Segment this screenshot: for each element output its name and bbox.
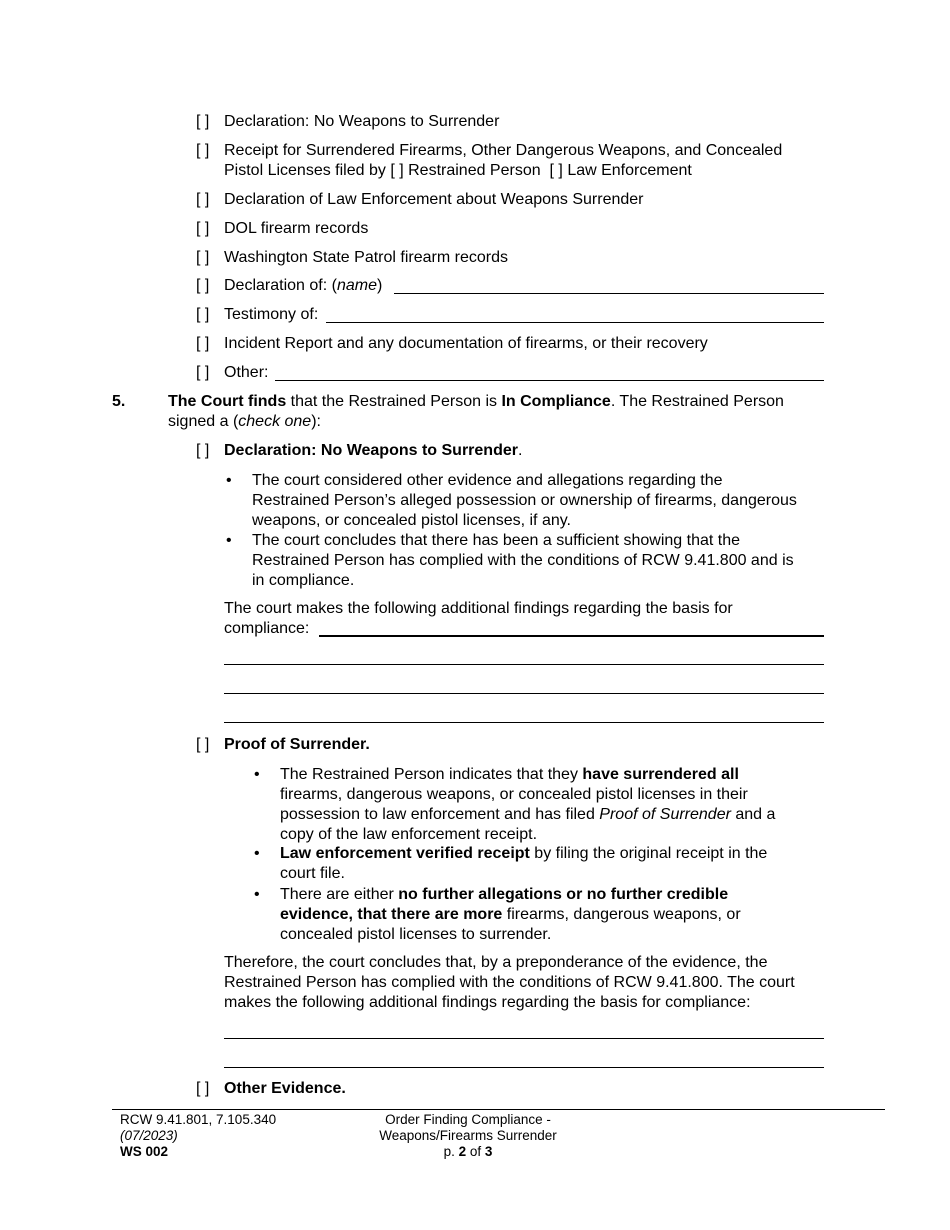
opt1-findings-line1: The court makes the following additional findings regarding the basis for bbox=[224, 600, 733, 617]
opt2-b1-line3 bbox=[280, 805, 775, 825]
item-receipt-line2 bbox=[224, 161, 692, 181]
opt1-b2-line3: in compliance. bbox=[252, 572, 355, 589]
footer-title-line2: Weapons/Firearms Surrender bbox=[379, 1128, 557, 1143]
findings-field-2[interactable] bbox=[224, 664, 824, 665]
declaration-of-name-hint: name bbox=[336, 277, 377, 294]
checkbox-opt-proof[interactable]: [ ] bbox=[196, 736, 210, 753]
item-le-declaration: Declaration of Law Enforcement about Weapons Surrender bbox=[224, 191, 644, 208]
opt1-period: . bbox=[517, 442, 523, 459]
checkbox-other[interactable]: [ ] bbox=[196, 364, 210, 381]
footer-center bbox=[348, 1112, 588, 1160]
footer-page-of: of bbox=[466, 1144, 485, 1159]
checkbox-wsp[interactable]: [ ] bbox=[196, 249, 210, 266]
findings-field-4[interactable] bbox=[224, 722, 824, 723]
opt2-b1-pre: The Restrained Person indicates that they bbox=[280, 766, 583, 783]
bullet: • bbox=[254, 845, 260, 862]
checkbox-no-weapons[interactable]: [ ] bbox=[196, 113, 210, 130]
opt1-b1-line2: Restrained Person’s alleged possession or ownership of firearms, dangerous bbox=[252, 492, 797, 509]
opt2-b3-rest: firearms, dangerous weapons, or bbox=[502, 906, 741, 923]
footer-page-number: 2 bbox=[458, 1144, 467, 1159]
signed-a: signed a ( bbox=[168, 413, 239, 430]
checkbox-declaration-of[interactable]: [ ] bbox=[196, 277, 210, 294]
declaration-of-close: ) bbox=[376, 277, 383, 294]
bullet: • bbox=[254, 886, 260, 903]
check-one: check one bbox=[238, 413, 312, 430]
declaration-of-label: Declaration of: ( bbox=[224, 277, 337, 294]
section-number: 5. bbox=[112, 393, 126, 410]
opt1-label: Declaration: No Weapons to Surrender bbox=[224, 442, 518, 459]
item-dol: DOL firearm records bbox=[224, 220, 369, 237]
opt2-b1-line2: firearms, dangerous weapons, or concealed pistol licenses in their bbox=[280, 786, 748, 803]
opt2-b2-line1 bbox=[280, 844, 767, 864]
item-testimony-of: Testimony of: bbox=[224, 306, 319, 323]
opt2-b2-line2: court file. bbox=[280, 865, 345, 882]
footer-title-line1: Order Finding Compliance - bbox=[385, 1112, 551, 1127]
opt2-bullet3 bbox=[280, 885, 741, 945]
proof-findings-field-1[interactable] bbox=[224, 1038, 824, 1039]
in-compliance: In Compliance bbox=[501, 393, 611, 410]
bullet: • bbox=[254, 766, 260, 783]
opt-no-weapons-label bbox=[224, 441, 522, 461]
footer-rcw: RCW 9.41.801, 7.105.340 bbox=[120, 1112, 277, 1127]
opt1-b2-line1: The court concludes that there has been a sufficient showing that the bbox=[252, 532, 741, 549]
findings-field-1[interactable] bbox=[319, 635, 824, 637]
opt2-b1-l3b: and a bbox=[730, 806, 776, 823]
section5-text2: . The Restrained Person bbox=[610, 393, 784, 410]
declaration-of-field[interactable] bbox=[394, 293, 824, 294]
receipt-law-enforcement: Law Enforcement bbox=[567, 162, 692, 179]
footer-divider bbox=[112, 1109, 885, 1110]
opt2-conclusion-line3: makes the following additional findings regarding the basis for compliance: bbox=[224, 994, 751, 1011]
footer-left bbox=[120, 1112, 276, 1160]
checkbox-incident[interactable]: [ ] bbox=[196, 335, 210, 352]
item-receipt-line1: Receipt for Surrendered Firearms, Other Dangerous Weapons, and Concealed bbox=[224, 142, 783, 159]
opt-other-evidence-label: Other Evidence. bbox=[224, 1080, 346, 1097]
court-finds: The Court finds bbox=[168, 393, 287, 410]
opt2-conclusion-line2: Restrained Person has complied with the conditions of RCW 9.41.800. The court bbox=[224, 974, 795, 991]
opt2-b3-bold2: evidence, that there are more bbox=[280, 906, 503, 923]
item-other: Other: bbox=[224, 364, 269, 381]
bullet: • bbox=[226, 532, 232, 549]
opt1-findings bbox=[224, 599, 733, 639]
footer-page-total: 3 bbox=[484, 1144, 493, 1159]
checkbox-le-declaration[interactable]: [ ] bbox=[196, 191, 210, 208]
opt2-b1-bold: have surrendered all bbox=[582, 766, 739, 783]
opt1-b1-line1: The court considered other evidence and allegations regarding the bbox=[252, 472, 723, 489]
item-no-weapons: Declaration: No Weapons to Surrender bbox=[224, 113, 500, 130]
findings-field-3[interactable] bbox=[224, 693, 824, 694]
opt2-b3-line2 bbox=[280, 905, 741, 925]
checkbox-opt-no-weapons[interactable]: [ ] bbox=[196, 442, 210, 459]
footer-page bbox=[348, 1144, 588, 1160]
opt2-bullet1 bbox=[280, 765, 775, 845]
footer-form-number: WS 002 bbox=[120, 1144, 169, 1159]
item-declaration-of bbox=[224, 276, 382, 296]
checkbox-receipt[interactable]: [ ] bbox=[196, 142, 210, 159]
opt2-b2-bold: Law enforcement verified receipt bbox=[280, 845, 530, 862]
opt2-b3-line1 bbox=[280, 885, 741, 905]
opt1-b1-line3: weapons, or concealed pistol licenses, if any. bbox=[252, 512, 571, 529]
opt2-conclusion-line1: Therefore, the court concludes that, by a preponderance of the evidence, the bbox=[224, 954, 768, 971]
opt2-b3-pre: There are either bbox=[280, 886, 399, 903]
opt1-b2-line2: Restrained Person has complied with the conditions of RCW 9.41.800 and is bbox=[252, 552, 794, 569]
other-field[interactable] bbox=[275, 380, 824, 381]
checkbox-opt-other-evidence[interactable]: [ ] bbox=[196, 1080, 210, 1097]
testimony-of-field[interactable] bbox=[326, 322, 824, 323]
footer-page-prefix: p. bbox=[443, 1144, 459, 1159]
opt2-conclusion bbox=[224, 953, 795, 1013]
opt2-bullet2 bbox=[280, 844, 767, 884]
opt1-findings-line2: compliance: bbox=[224, 620, 310, 637]
opt-proof-label: Proof of Surrender. bbox=[224, 736, 370, 753]
bullet: • bbox=[226, 472, 232, 489]
checkbox-testimony[interactable]: [ ] bbox=[196, 306, 210, 323]
opt2-b2-rest: by filing the original receipt in the bbox=[529, 845, 768, 862]
footer-date: (07/2023) bbox=[120, 1128, 178, 1143]
section5-text1: that the Restrained Person is bbox=[286, 393, 502, 410]
opt2-b1-l3i: Proof of Surrender bbox=[599, 806, 731, 823]
item-wsp: Washington State Patrol firearm records bbox=[224, 249, 508, 266]
checkbox-law-enforcement[interactable]: [ ] bbox=[549, 162, 563, 179]
section5-line2 bbox=[168, 412, 321, 432]
receipt-restrained-person: Restrained Person bbox=[408, 162, 541, 179]
checkbox-dol[interactable]: [ ] bbox=[196, 220, 210, 237]
item-incident: Incident Report and any documentation of firearms, or their recovery bbox=[224, 335, 708, 352]
opt2-b3-line3: concealed pistol licenses to surrender. bbox=[280, 926, 552, 943]
opt1-bullet2 bbox=[252, 531, 794, 591]
opt1-bullet1 bbox=[252, 471, 797, 531]
section5-line1 bbox=[168, 392, 784, 412]
proof-findings-field-2[interactable] bbox=[224, 1067, 824, 1068]
opt2-b1-line1 bbox=[280, 765, 775, 785]
checkbox-restrained-person[interactable]: [ ] bbox=[390, 162, 404, 179]
signed-close: ): bbox=[311, 413, 321, 430]
opt2-b3-bold1: no further allegations or no further credible bbox=[398, 886, 729, 903]
receipt-filed-by: Pistol Licenses filed by bbox=[224, 162, 386, 179]
opt2-b1-l3a: possession to law enforcement and has filed bbox=[280, 806, 600, 823]
opt2-b1-line4: copy of the law enforcement receipt. bbox=[280, 826, 538, 843]
